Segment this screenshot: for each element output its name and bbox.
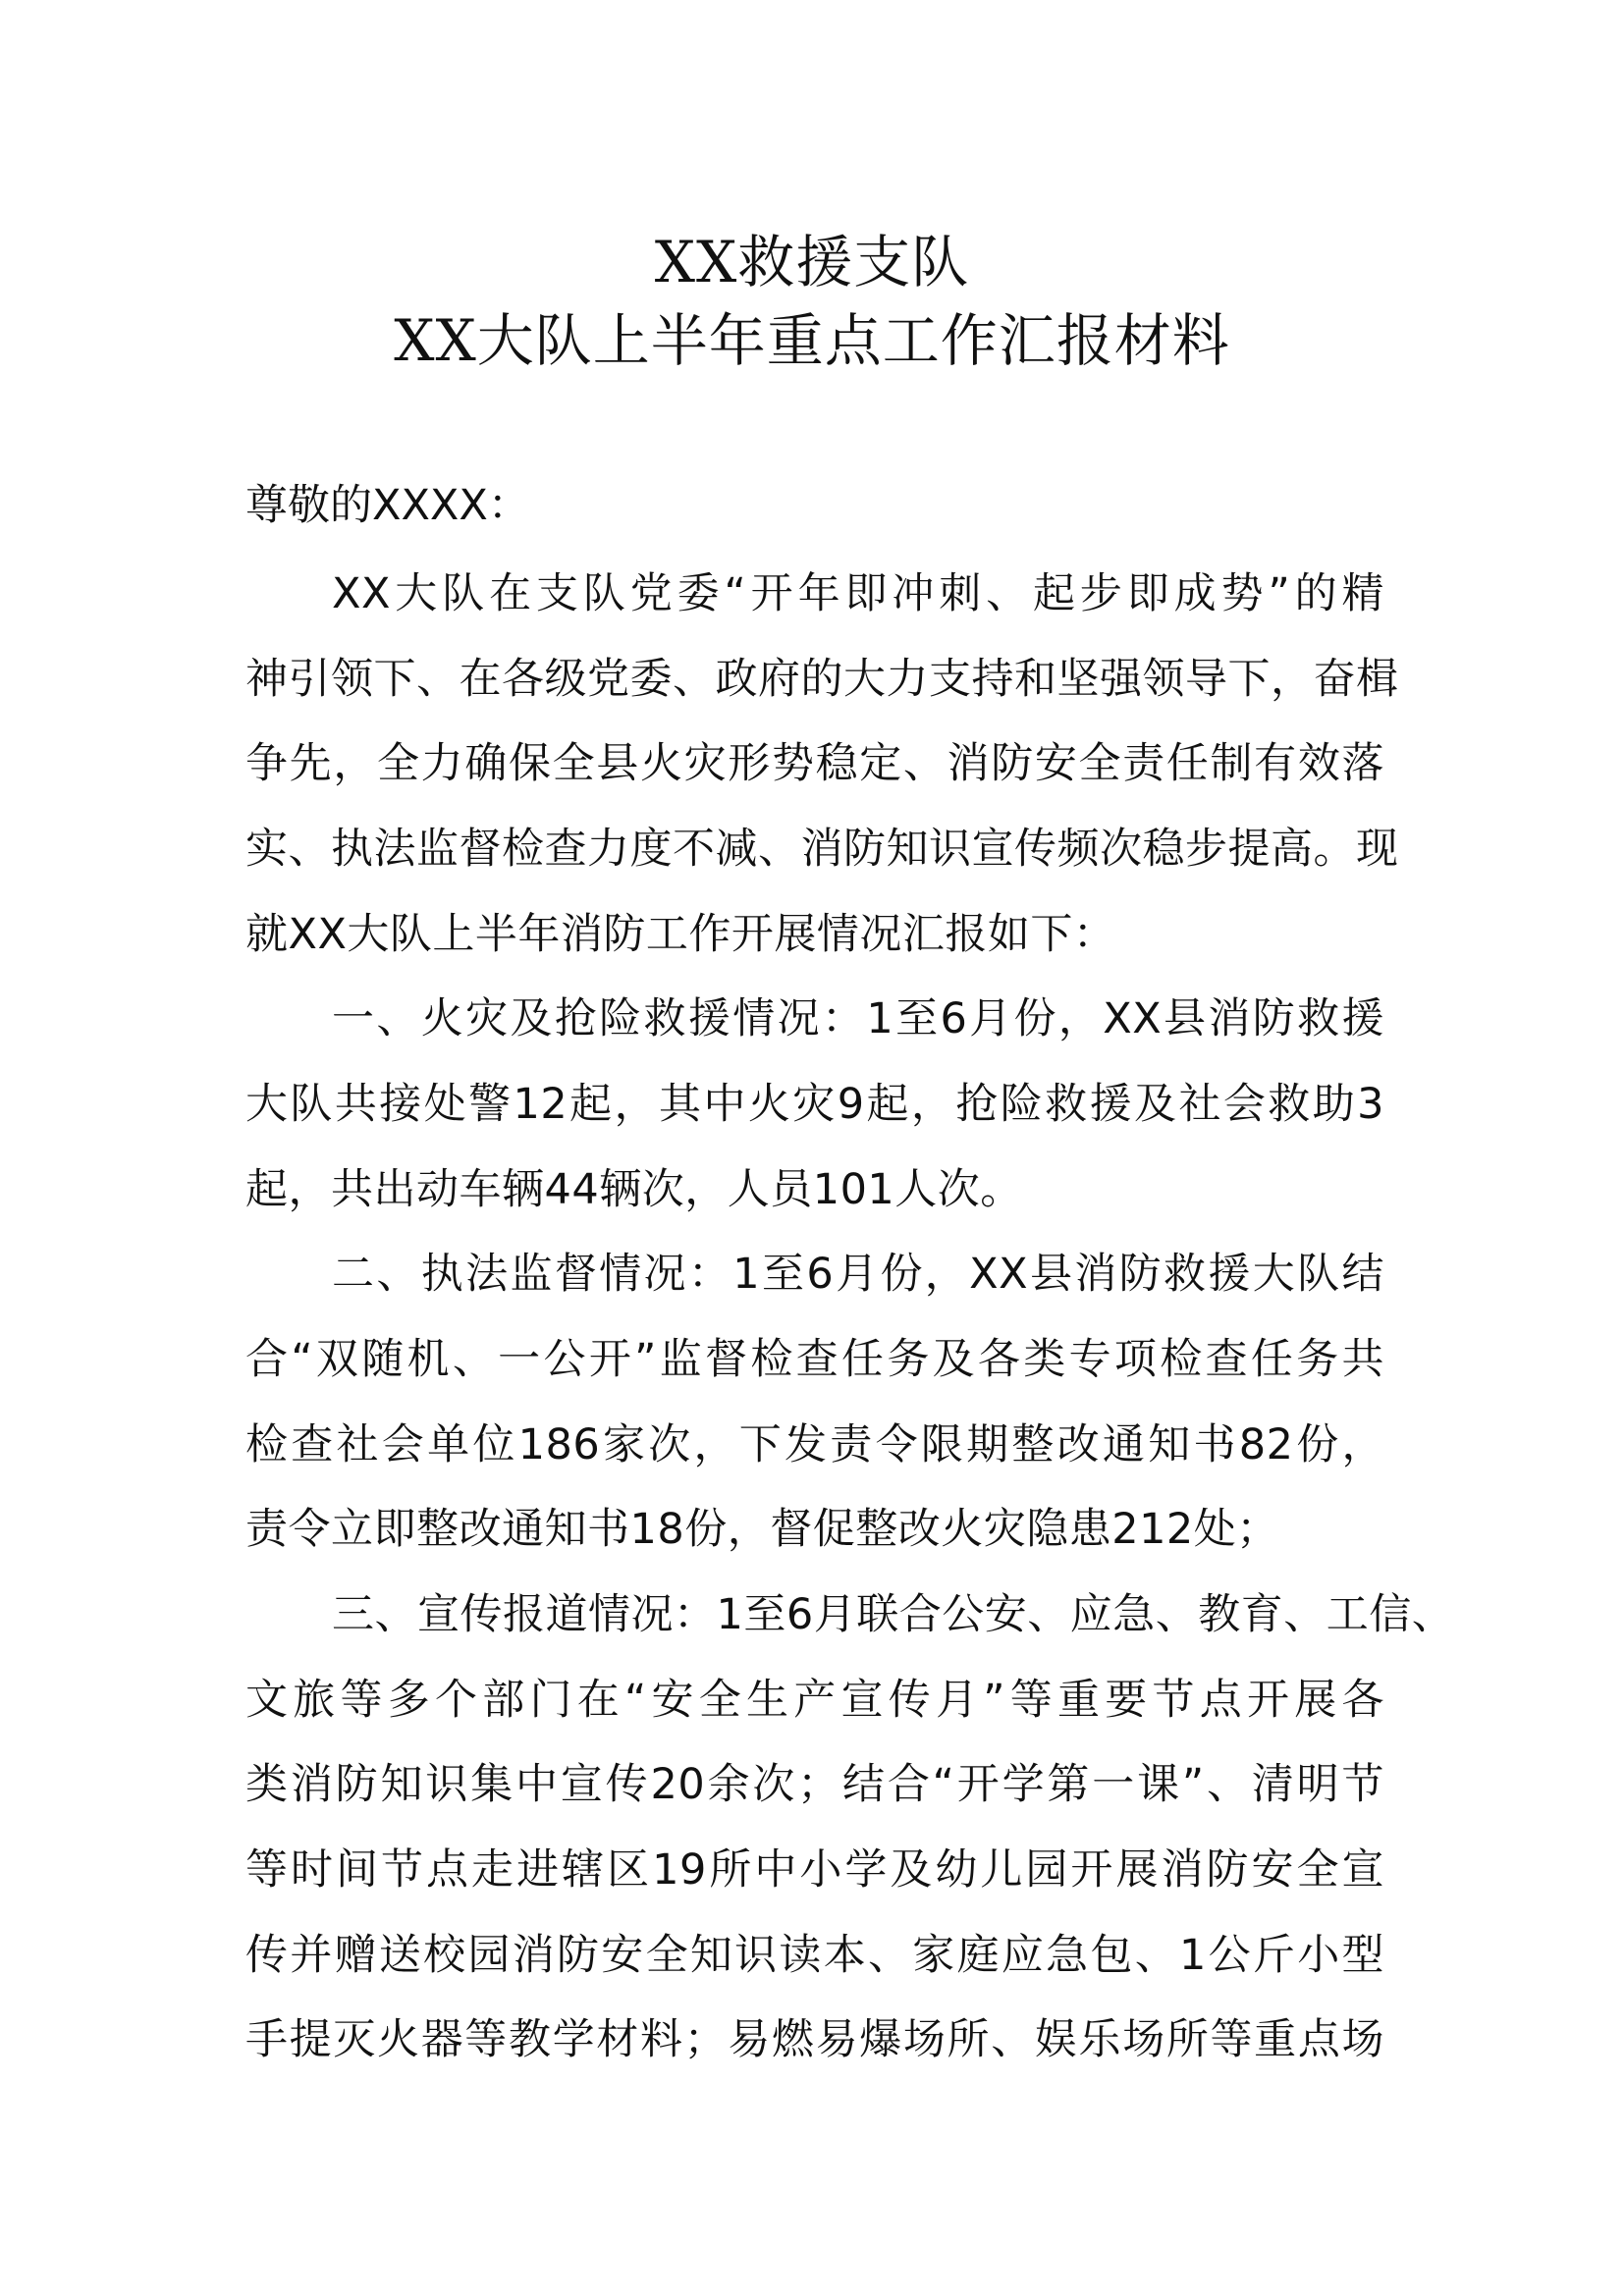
body-line-6: 一、火灾及抢险救援情况：1至6月份，XX县消防救援 — [332, 994, 1384, 1043]
body-line-15: 类消防知识集中宣传20余次；结合“开学第一课”、清明节 — [245, 1760, 1384, 1809]
document-title-line-1: XX救援支队 — [654, 229, 970, 295]
body-line-14: 文旅等多个部门在“安全生产宣传月”等重要节点开展各 — [245, 1676, 1384, 1725]
body-line-17: 传并赠送校园消防安全知识读本、家庭应急包、1公斤小型 — [245, 1931, 1384, 1980]
document-title-line-2: XX大队上半年重点工作汇报材料 — [394, 307, 1230, 374]
body-line-5: 就XX大队上半年消防工作开展情况汇报如下： — [245, 910, 1116, 959]
body-line-16: 等时间节点走进辖区19所中小学及幼儿园开展消防安全宣 — [245, 1845, 1384, 1895]
body-line-7: 大队共接处警12起，其中火灾9起，抢险救援及社会救助3 — [245, 1080, 1384, 1129]
body-line-9: 二、执法监督情况：1至6月份，XX县消防救援大队结 — [332, 1250, 1384, 1299]
body-line-8: 起，共出动车辆44辆次，人员101人次。 — [245, 1165, 1023, 1214]
body-line-10: 合“双随机、一公开”监督检查任务及各类专项检查任务共 — [245, 1335, 1384, 1384]
body-line-12: 责令立即整改通知书18份，督促整改火灾隐患212处； — [245, 1505, 1279, 1554]
body-line-3: 争先，全力确保全县火灾形势稳定、消防安全责任制有效落 — [245, 739, 1384, 788]
body-line-13: 三、宣传报道情况：1至6月联合公安、应急、教育、工信、 — [332, 1590, 1455, 1639]
body-line-4: 实、执法监督检查力度不减、消防知识宣传频次稳步提高。现 — [245, 825, 1399, 874]
body-line-2: 神引领下、在各级党委、政府的大力支持和坚强领导下，奋楫 — [245, 655, 1399, 704]
body-line-18: 手提灭火器等教学材料；易燃易爆场所、娱乐场所等重点场 — [245, 2015, 1384, 2064]
salutation: 尊敬的XXXX： — [245, 481, 530, 530]
body-line-11: 检查社会单位186家次，下发责令限期整改通知书82份， — [245, 1420, 1384, 1469]
body-line-1: XX大队在支队党委“开年即冲刺、起步即成势”的精 — [332, 569, 1384, 618]
